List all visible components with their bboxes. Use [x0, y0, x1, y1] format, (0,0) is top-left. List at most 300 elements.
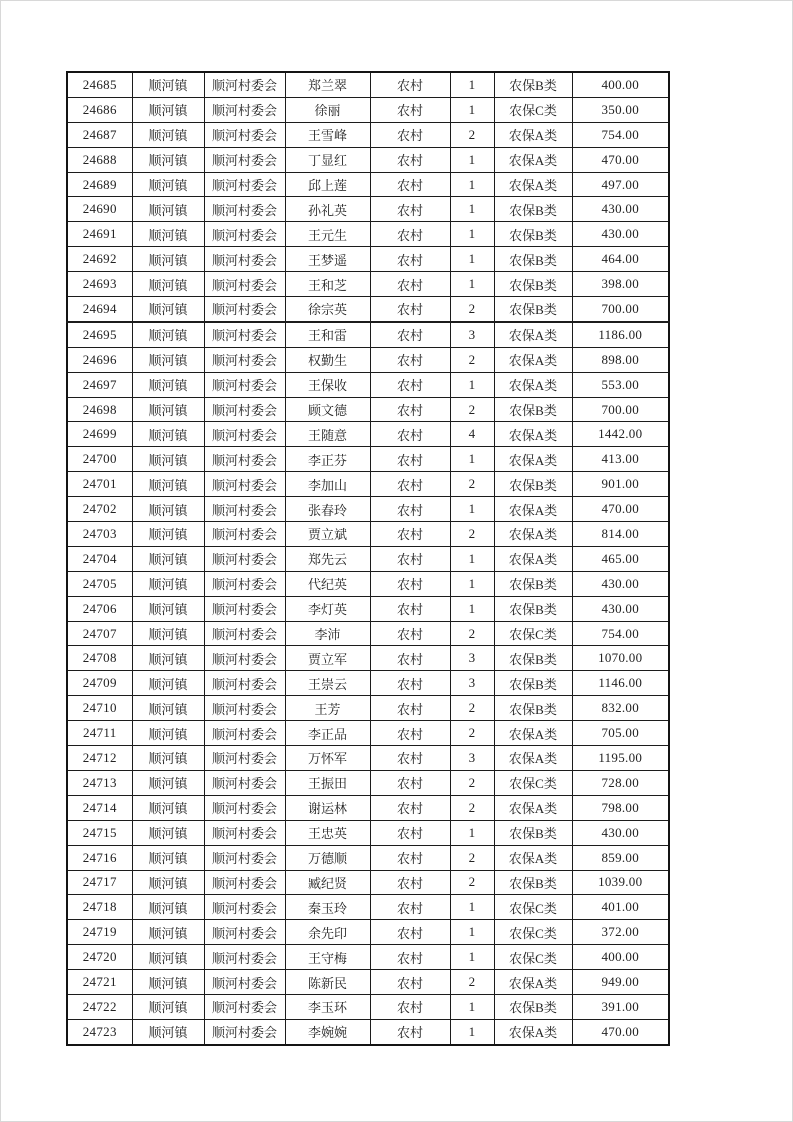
cell-residence: 农村 [370, 497, 450, 522]
cell-insurance_type: 农保B类 [494, 397, 572, 422]
cell-name: 谢运林 [285, 795, 370, 820]
cell-amount: 465.00 [572, 546, 669, 571]
cell-person_count: 2 [450, 397, 494, 422]
cell-name: 王守梅 [285, 945, 370, 970]
table-row [67, 322, 669, 347]
cell-name: 王忠英 [285, 820, 370, 845]
cell-amount: 464.00 [572, 247, 669, 272]
cell-record_id: 24712 [67, 746, 132, 771]
cell-residence: 农村 [370, 272, 450, 297]
cell-person_count: 2 [450, 770, 494, 795]
cell-person_count: 1 [450, 895, 494, 920]
cell-record_id: 24717 [67, 870, 132, 895]
cell-residence: 农村 [370, 721, 450, 746]
cell-name: 王芳 [285, 696, 370, 721]
cell-village: 顺河村委会 [204, 147, 285, 172]
cell-insurance_type: 农保B类 [494, 272, 572, 297]
cell-town: 顺河镇 [132, 72, 204, 97]
cell-village: 顺河村委会 [204, 596, 285, 621]
cell-name: 邱上莲 [285, 172, 370, 197]
table-row [67, 72, 669, 97]
cell-village: 顺河村委会 [204, 447, 285, 472]
table-row [67, 994, 669, 1019]
cell-insurance_type: 农保A类 [494, 970, 572, 995]
cell-person_count: 1 [450, 546, 494, 571]
table-row [67, 222, 669, 247]
cell-town: 顺河镇 [132, 870, 204, 895]
cell-amount: 470.00 [572, 1019, 669, 1044]
cell-person_count: 1 [450, 447, 494, 472]
cell-person_count: 1 [450, 372, 494, 397]
cell-person_count: 2 [450, 870, 494, 895]
cell-insurance_type: 农保A类 [494, 322, 572, 347]
cell-amount: 1146.00 [572, 671, 669, 696]
cell-village: 顺河村委会 [204, 322, 285, 347]
cell-insurance_type: 农保B类 [494, 696, 572, 721]
cell-residence: 农村 [370, 472, 450, 497]
cell-amount: 754.00 [572, 122, 669, 147]
cell-record_id: 24697 [67, 372, 132, 397]
cell-village: 顺河村委会 [204, 1019, 285, 1044]
cell-name: 李正芬 [285, 447, 370, 472]
cell-town: 顺河镇 [132, 272, 204, 297]
cell-name: 王雪峰 [285, 122, 370, 147]
cell-insurance_type: 农保A类 [494, 122, 572, 147]
cell-amount: 400.00 [572, 945, 669, 970]
cell-insurance_type: 农保B类 [494, 222, 572, 247]
cell-name: 孙礼英 [285, 197, 370, 222]
cell-amount: 832.00 [572, 696, 669, 721]
cell-town: 顺河镇 [132, 522, 204, 547]
cell-amount: 430.00 [572, 571, 669, 596]
cell-residence: 农村 [370, 770, 450, 795]
cell-residence: 农村 [370, 945, 450, 970]
cell-insurance_type: 农保A类 [494, 497, 572, 522]
cell-insurance_type: 农保A类 [494, 746, 572, 771]
cell-person_count: 1 [450, 1019, 494, 1044]
cell-person_count: 1 [450, 820, 494, 845]
cell-town: 顺河镇 [132, 994, 204, 1019]
cell-residence: 农村 [370, 172, 450, 197]
cell-town: 顺河镇 [132, 596, 204, 621]
cell-residence: 农村 [370, 820, 450, 845]
cell-amount: 430.00 [572, 820, 669, 845]
cell-town: 顺河镇 [132, 920, 204, 945]
cell-insurance_type: 农保C类 [494, 920, 572, 945]
cell-insurance_type: 农保A类 [494, 1019, 572, 1044]
cell-amount: 372.00 [572, 920, 669, 945]
cell-village: 顺河村委会 [204, 272, 285, 297]
cell-amount: 700.00 [572, 397, 669, 422]
cell-record_id: 24714 [67, 795, 132, 820]
cell-name: 贾立军 [285, 646, 370, 671]
cell-town: 顺河镇 [132, 845, 204, 870]
cell-town: 顺河镇 [132, 497, 204, 522]
cell-town: 顺河镇 [132, 770, 204, 795]
cell-record_id: 24686 [67, 97, 132, 122]
cell-town: 顺河镇 [132, 297, 204, 322]
cell-insurance_type: 农保B类 [494, 247, 572, 272]
cell-amount: 430.00 [572, 596, 669, 621]
cell-insurance_type: 农保A类 [494, 172, 572, 197]
table-row [67, 422, 669, 447]
cell-insurance_type: 农保C类 [494, 945, 572, 970]
cell-town: 顺河镇 [132, 696, 204, 721]
cell-residence: 农村 [370, 247, 450, 272]
cell-village: 顺河村委会 [204, 621, 285, 646]
table-row [67, 646, 669, 671]
cell-record_id: 24691 [67, 222, 132, 247]
cell-person_count: 2 [450, 297, 494, 322]
cell-residence: 农村 [370, 222, 450, 247]
cell-insurance_type: 农保B类 [494, 671, 572, 696]
cell-record_id: 24699 [67, 422, 132, 447]
cell-record_id: 24721 [67, 970, 132, 995]
table-row [67, 272, 669, 297]
cell-village: 顺河村委会 [204, 945, 285, 970]
cell-person_count: 2 [450, 696, 494, 721]
cell-residence: 农村 [370, 147, 450, 172]
table-row [67, 870, 669, 895]
table-row [67, 147, 669, 172]
cell-town: 顺河镇 [132, 222, 204, 247]
cell-amount: 470.00 [572, 147, 669, 172]
cell-name: 权勤生 [285, 347, 370, 372]
cell-record_id: 24704 [67, 546, 132, 571]
cell-amount: 430.00 [572, 197, 669, 222]
cell-insurance_type: 农保A类 [494, 447, 572, 472]
cell-village: 顺河村委会 [204, 770, 285, 795]
cell-town: 顺河镇 [132, 571, 204, 596]
cell-record_id: 24689 [67, 172, 132, 197]
cell-town: 顺河镇 [132, 97, 204, 122]
cell-person_count: 1 [450, 596, 494, 621]
cell-village: 顺河村委会 [204, 197, 285, 222]
cell-village: 顺河村委会 [204, 671, 285, 696]
cell-person_count: 1 [450, 247, 494, 272]
cell-record_id: 24706 [67, 596, 132, 621]
cell-amount: 754.00 [572, 621, 669, 646]
cell-record_id: 24718 [67, 895, 132, 920]
cell-village: 顺河村委会 [204, 422, 285, 447]
table-row [67, 97, 669, 122]
cell-person_count: 2 [450, 621, 494, 646]
cell-name: 万怀军 [285, 746, 370, 771]
cell-name: 李沛 [285, 621, 370, 646]
cell-village: 顺河村委会 [204, 397, 285, 422]
cell-residence: 农村 [370, 397, 450, 422]
cell-person_count: 4 [450, 422, 494, 447]
cell-insurance_type: 农保B类 [494, 596, 572, 621]
cell-record_id: 24720 [67, 945, 132, 970]
cell-person_count: 1 [450, 497, 494, 522]
cell-name: 王随意 [285, 422, 370, 447]
cell-person_count: 1 [450, 147, 494, 172]
cell-residence: 农村 [370, 795, 450, 820]
table-row [67, 172, 669, 197]
cell-village: 顺河村委会 [204, 472, 285, 497]
cell-insurance_type: 农保C类 [494, 97, 572, 122]
cell-person_count: 1 [450, 945, 494, 970]
pension-roster-table [66, 71, 670, 1046]
cell-town: 顺河镇 [132, 746, 204, 771]
cell-amount: 798.00 [572, 795, 669, 820]
cell-residence: 农村 [370, 347, 450, 372]
cell-village: 顺河村委会 [204, 571, 285, 596]
cell-insurance_type: 农保A类 [494, 845, 572, 870]
cell-amount: 400.00 [572, 72, 669, 97]
cell-person_count: 2 [450, 795, 494, 820]
table-row [67, 347, 669, 372]
cell-name: 李正品 [285, 721, 370, 746]
cell-residence: 农村 [370, 1019, 450, 1044]
table-row [67, 795, 669, 820]
cell-record_id: 24696 [67, 347, 132, 372]
cell-amount: 1195.00 [572, 746, 669, 771]
cell-town: 顺河镇 [132, 472, 204, 497]
table-row [67, 845, 669, 870]
cell-name: 王元生 [285, 222, 370, 247]
cell-town: 顺河镇 [132, 671, 204, 696]
cell-amount: 391.00 [572, 994, 669, 1019]
cell-amount: 705.00 [572, 721, 669, 746]
cell-residence: 农村 [370, 372, 450, 397]
cell-residence: 农村 [370, 322, 450, 347]
cell-insurance_type: 农保B类 [494, 297, 572, 322]
cell-village: 顺河村委会 [204, 72, 285, 97]
table-row [67, 522, 669, 547]
table-row [67, 696, 669, 721]
cell-residence: 农村 [370, 197, 450, 222]
cell-amount: 470.00 [572, 497, 669, 522]
cell-village: 顺河村委会 [204, 546, 285, 571]
cell-record_id: 24723 [67, 1019, 132, 1044]
table-row [67, 970, 669, 995]
cell-person_count: 2 [450, 970, 494, 995]
cell-record_id: 24700 [67, 447, 132, 472]
cell-village: 顺河村委会 [204, 820, 285, 845]
cell-amount: 413.00 [572, 447, 669, 472]
cell-village: 顺河村委会 [204, 696, 285, 721]
cell-person_count: 1 [450, 920, 494, 945]
table-row [67, 920, 669, 945]
cell-residence: 农村 [370, 895, 450, 920]
table-row [67, 571, 669, 596]
cell-town: 顺河镇 [132, 372, 204, 397]
table-row [67, 372, 669, 397]
cell-residence: 农村 [370, 746, 450, 771]
cell-town: 顺河镇 [132, 447, 204, 472]
cell-insurance_type: 农保C类 [494, 770, 572, 795]
cell-amount: 949.00 [572, 970, 669, 995]
table-row [67, 596, 669, 621]
cell-village: 顺河村委会 [204, 795, 285, 820]
cell-residence: 农村 [370, 870, 450, 895]
cell-residence: 农村 [370, 994, 450, 1019]
cell-insurance_type: 农保B类 [494, 870, 572, 895]
cell-insurance_type: 农保A类 [494, 372, 572, 397]
cell-name: 王梦遥 [285, 247, 370, 272]
cell-amount: 1186.00 [572, 322, 669, 347]
cell-record_id: 24693 [67, 272, 132, 297]
cell-insurance_type: 农保B类 [494, 646, 572, 671]
cell-village: 顺河村委会 [204, 97, 285, 122]
cell-residence: 农村 [370, 522, 450, 547]
cell-village: 顺河村委会 [204, 920, 285, 945]
cell-record_id: 24705 [67, 571, 132, 596]
cell-record_id: 24707 [67, 621, 132, 646]
cell-residence: 农村 [370, 646, 450, 671]
cell-amount: 901.00 [572, 472, 669, 497]
table-row [67, 497, 669, 522]
cell-record_id: 24688 [67, 147, 132, 172]
cell-name: 王和雷 [285, 322, 370, 347]
table-row [67, 721, 669, 746]
cell-person_count: 2 [450, 347, 494, 372]
cell-amount: 350.00 [572, 97, 669, 122]
cell-amount: 1070.00 [572, 646, 669, 671]
table-row [67, 247, 669, 272]
cell-person_count: 2 [450, 122, 494, 147]
table-row [67, 546, 669, 571]
cell-record_id: 24708 [67, 646, 132, 671]
cell-village: 顺河村委会 [204, 522, 285, 547]
cell-insurance_type: 农保B类 [494, 472, 572, 497]
cell-town: 顺河镇 [132, 820, 204, 845]
cell-name: 贾立斌 [285, 522, 370, 547]
cell-town: 顺河镇 [132, 247, 204, 272]
cell-amount: 1442.00 [572, 422, 669, 447]
cell-town: 顺河镇 [132, 945, 204, 970]
cell-person_count: 3 [450, 322, 494, 347]
cell-insurance_type: 农保B类 [494, 994, 572, 1019]
cell-person_count: 2 [450, 472, 494, 497]
cell-town: 顺河镇 [132, 197, 204, 222]
cell-village: 顺河村委会 [204, 970, 285, 995]
cell-person_count: 1 [450, 197, 494, 222]
cell-insurance_type: 农保A类 [494, 795, 572, 820]
cell-residence: 农村 [370, 970, 450, 995]
cell-name: 秦玉玲 [285, 895, 370, 920]
cell-insurance_type: 农保A类 [494, 721, 572, 746]
cell-name: 李灯英 [285, 596, 370, 621]
cell-amount: 1039.00 [572, 870, 669, 895]
cell-person_count: 2 [450, 845, 494, 870]
cell-insurance_type: 农保B类 [494, 571, 572, 596]
table-row [67, 297, 669, 322]
cell-amount: 814.00 [572, 522, 669, 547]
cell-amount: 430.00 [572, 222, 669, 247]
cell-residence: 农村 [370, 596, 450, 621]
cell-person_count: 3 [450, 646, 494, 671]
cell-record_id: 24722 [67, 994, 132, 1019]
cell-person_count: 1 [450, 994, 494, 1019]
cell-village: 顺河村委会 [204, 247, 285, 272]
cell-person_count: 1 [450, 272, 494, 297]
cell-town: 顺河镇 [132, 347, 204, 372]
cell-name: 王保收 [285, 372, 370, 397]
pension-roster-body [67, 72, 669, 1045]
cell-person_count: 2 [450, 522, 494, 547]
table-row [67, 945, 669, 970]
table-row [67, 621, 669, 646]
cell-amount: 497.00 [572, 172, 669, 197]
cell-person_count: 3 [450, 671, 494, 696]
cell-name: 陈新民 [285, 970, 370, 995]
cell-record_id: 24698 [67, 397, 132, 422]
cell-village: 顺河村委会 [204, 122, 285, 147]
cell-village: 顺河村委会 [204, 721, 285, 746]
cell-name: 李玉环 [285, 994, 370, 1019]
cell-insurance_type: 农保A类 [494, 522, 572, 547]
cell-village: 顺河村委会 [204, 172, 285, 197]
cell-record_id: 24701 [67, 472, 132, 497]
cell-record_id: 24716 [67, 845, 132, 870]
cell-town: 顺河镇 [132, 147, 204, 172]
cell-name: 臧纪贤 [285, 870, 370, 895]
cell-amount: 700.00 [572, 297, 669, 322]
table-row [67, 671, 669, 696]
cell-person_count: 1 [450, 172, 494, 197]
cell-village: 顺河村委会 [204, 870, 285, 895]
cell-record_id: 24711 [67, 721, 132, 746]
cell-town: 顺河镇 [132, 795, 204, 820]
cell-town: 顺河镇 [132, 122, 204, 147]
cell-record_id: 24709 [67, 671, 132, 696]
cell-name: 徐宗英 [285, 297, 370, 322]
cell-residence: 农村 [370, 845, 450, 870]
cell-residence: 农村 [370, 920, 450, 945]
cell-residence: 农村 [370, 422, 450, 447]
cell-insurance_type: 农保B类 [494, 197, 572, 222]
cell-record_id: 24695 [67, 322, 132, 347]
cell-name: 郑兰翠 [285, 72, 370, 97]
cell-residence: 农村 [370, 546, 450, 571]
cell-town: 顺河镇 [132, 422, 204, 447]
cell-residence: 农村 [370, 72, 450, 97]
cell-residence: 农村 [370, 297, 450, 322]
cell-town: 顺河镇 [132, 721, 204, 746]
cell-insurance_type: 农保A类 [494, 147, 572, 172]
cell-person_count: 1 [450, 571, 494, 596]
cell-name: 徐丽 [285, 97, 370, 122]
cell-record_id: 24694 [67, 297, 132, 322]
cell-amount: 398.00 [572, 272, 669, 297]
cell-record_id: 24710 [67, 696, 132, 721]
table-row [67, 122, 669, 147]
cell-town: 顺河镇 [132, 397, 204, 422]
cell-insurance_type: 农保A类 [494, 347, 572, 372]
cell-amount: 728.00 [572, 770, 669, 795]
cell-record_id: 24692 [67, 247, 132, 272]
cell-name: 顾文德 [285, 397, 370, 422]
cell-village: 顺河村委会 [204, 994, 285, 1019]
cell-record_id: 24713 [67, 770, 132, 795]
cell-record_id: 24702 [67, 497, 132, 522]
cell-residence: 农村 [370, 621, 450, 646]
cell-village: 顺河村委会 [204, 845, 285, 870]
table-row [67, 472, 669, 497]
cell-town: 顺河镇 [132, 970, 204, 995]
cell-person_count: 1 [450, 72, 494, 97]
table-row [67, 895, 669, 920]
cell-name: 郑先云 [285, 546, 370, 571]
cell-person_count: 1 [450, 97, 494, 122]
cell-insurance_type: 农保C类 [494, 895, 572, 920]
cell-residence: 农村 [370, 696, 450, 721]
table-row [67, 1019, 669, 1044]
cell-residence: 农村 [370, 447, 450, 472]
